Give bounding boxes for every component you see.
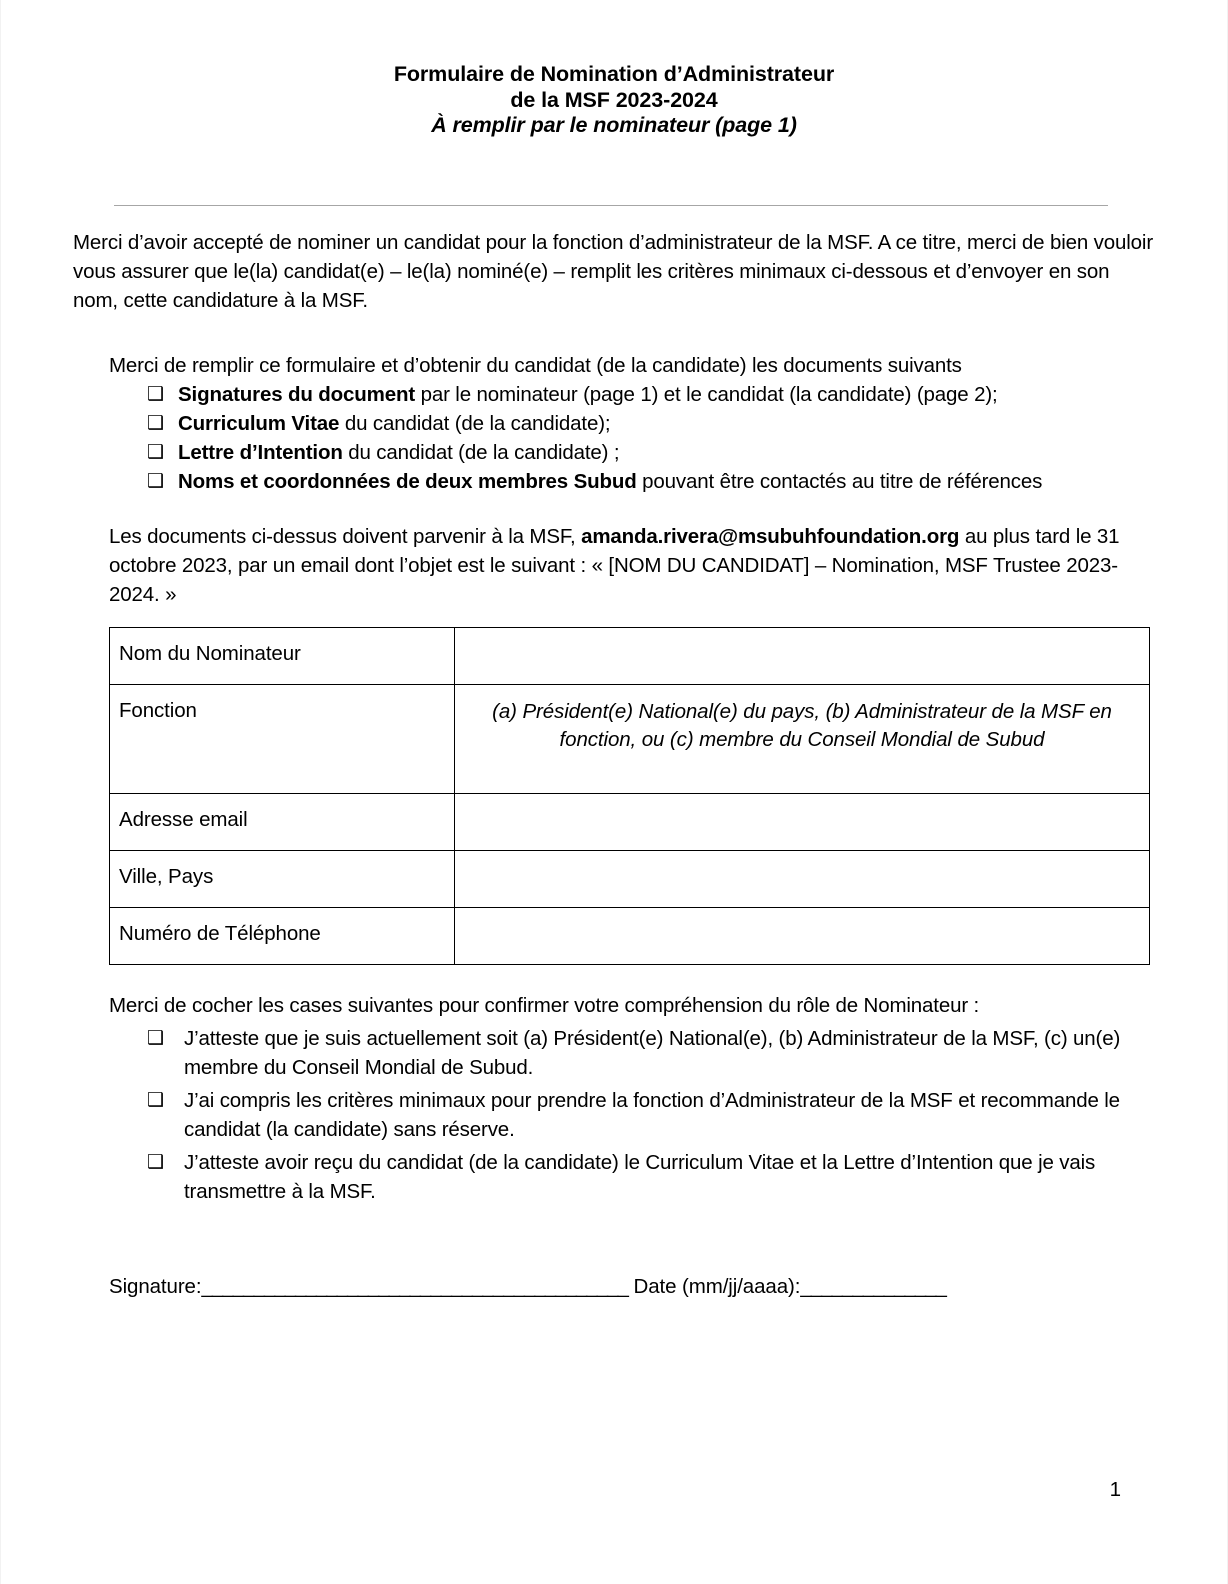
submission-paragraph [109,522,1121,609]
row-label-ville: Ville, Pays [110,851,455,908]
document-body [1,228,1228,1302]
header-divider [114,205,1108,206]
table-row [110,794,1150,851]
row-value-nom[interactable] [455,628,1150,685]
row-label-email: Adresse email [110,794,455,851]
signature-block [109,1272,1121,1302]
documents-lead: Merci de remplir ce formulaire et d’obtenir du candidat (de la candidate) les documents suivants [109,354,962,377]
attestation-text: J’ai compris les critères minimaux pour prendre la fonction d’Administrateur de la MSF et recommande le candidat (la candidate) sans réserve. [184,1089,1120,1141]
row-label-fonction: Fonction [110,685,455,794]
row-label-telephone: Numéro de Téléphone [110,908,455,965]
date-label: Date (mm/jj/aaaa): [633,1275,801,1298]
checkbox-icon[interactable]: ❑ [147,1028,164,1049]
checkbox-icon[interactable]: ❑ [147,1152,164,1173]
doc-item-bold: Lettre d’Intention [178,441,343,464]
submission-email[interactable]: amanda.rivera@msubuhfoundation.org [581,525,960,548]
doc-item-rest: du candidat (de la candidate); [339,412,611,435]
row-value-fonction[interactable] [455,685,1150,794]
table-row [110,851,1150,908]
documents-section [109,351,1121,1302]
doc-item-rest: par le nominateur (page 1) et le candidat (la candidate) (page 2); [415,383,998,406]
attestation-text: J’atteste que je suis actuellement soit (a) Président(e) National(e), (b) Administrateur de la MSF, (c) un(e) membre du Conseil Mondial de Subud. [184,1027,1121,1079]
submission-after-email: au plus tard le 31 octobre 2023, par un email dont l’objet est le suivant : « [NOM DU CANDIDAT] – Nomination, MSF Trustee 2023-2024. » [109,525,1120,606]
row-label-nom: Nom du Nominateur [110,628,455,685]
submission-before-email: Les documents ci-dessus doivent parvenir à la MSF, [109,525,582,548]
doc-item-rest: du candidat (de la candidate) ; [342,441,620,464]
page-title [1,0,1227,139]
attestation-text: J’atteste avoir reçu du candidat (de la candidate) le Curriculum Vitae et la Lettre d’Intention que je vais transmettre à la MSF. [184,1151,1096,1203]
table-row [110,908,1150,965]
attestations-lead: Merci de cocher les cases suivantes pour confirmer votre compréhension du rôle de Nominateur : [109,994,980,1017]
page-number: 1 [1109,1478,1121,1501]
table-row [110,628,1150,685]
doc-item-bold: Noms et coordonnées de deux membres Subud [178,470,637,493]
signature-line[interactable]: _________________________________________ [201,1275,628,1298]
doc-item-bold: Curriculum Vitae [178,412,340,435]
documents-checklist [109,380,1121,496]
checkbox-icon[interactable]: ❑ [147,1090,164,1111]
fonction-note: (a) Président(e) National(e) du pays, (b) Administrateur de la MSF en fonction, ou (c) membre du Conseil Mondial de Subud [492,700,1112,751]
list-item [147,438,1121,467]
intro-paragraph: Merci d’avoir accepté de nominer un candidat pour la fonction d’administrateur de la MSF. A ce titre, merci de bien vouloir vous assurer que le(la) candidat(e) – le(la) nominé(e) – remplit les critères minimaux ci-dessous et d’envoyer en son nom, cette candidature à la MSF. [73,231,1154,312]
row-value-telephone[interactable] [455,908,1150,965]
doc-item-rest: pouvant être contactés au titre de références [636,470,1043,493]
signature-label: Signature: [109,1275,202,1298]
checkbox-icon[interactable]: ❑ [147,384,164,405]
checkbox-icon[interactable]: ❑ [147,442,164,463]
list-item [147,409,1121,438]
title-line-3: À remplir par le nominateur (page 1) [431,113,797,137]
checkbox-icon[interactable]: ❑ [147,413,164,434]
list-item [147,1148,1121,1206]
list-item [147,1086,1121,1144]
row-value-ville[interactable] [455,851,1150,908]
title-line-2: de la MSF 2023-2024 [510,87,718,112]
nominator-table [109,627,1150,965]
list-item [147,380,1121,409]
attestations-checklist [109,1024,1121,1206]
list-item [147,467,1121,496]
table-row [110,685,1150,794]
date-line[interactable]: ______________ [800,1275,946,1298]
doc-item-bold: Signatures du document [178,383,416,406]
list-item [147,1024,1121,1082]
title-line-1: Formulaire de Nomination d’Administrateur [393,62,835,86]
checkbox-icon[interactable]: ❑ [147,471,164,492]
row-value-email[interactable] [455,794,1150,851]
